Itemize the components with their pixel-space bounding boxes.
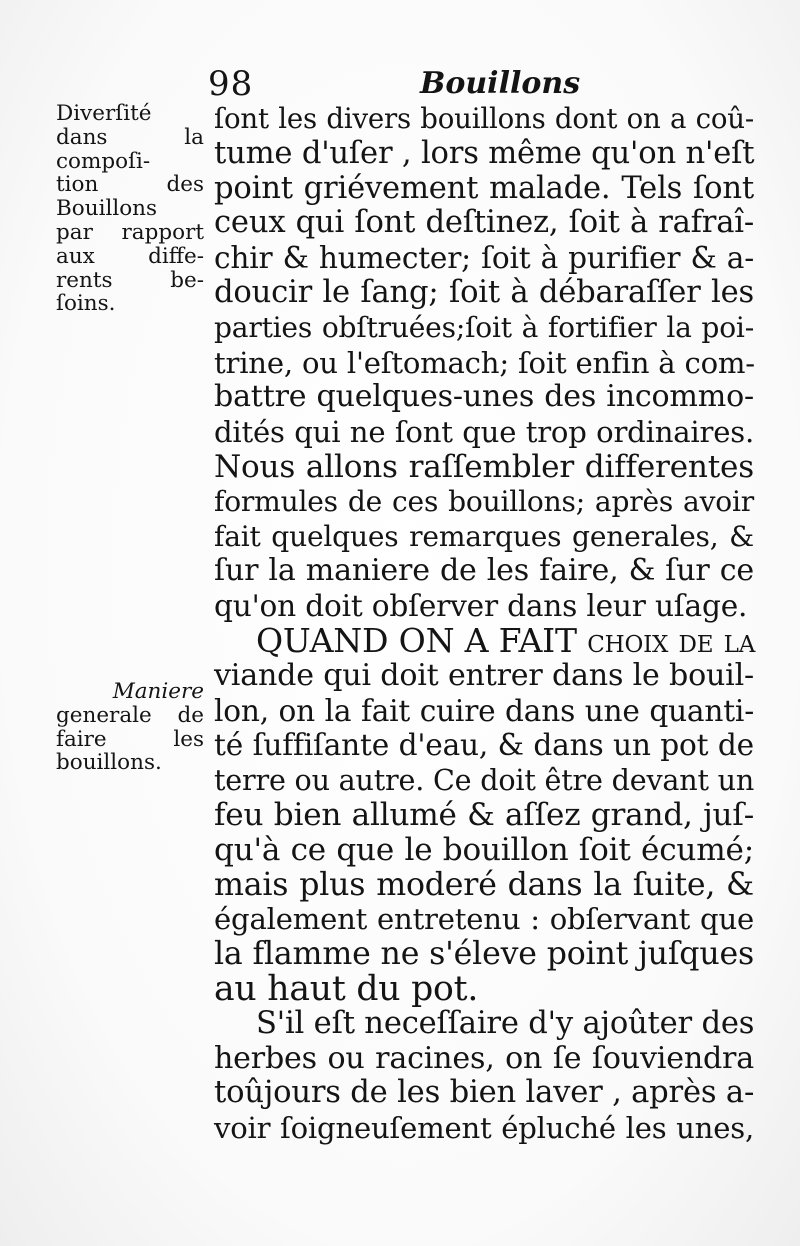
body-line: QUAND ON A FAIT choix de la [256,620,756,660]
body-line: toûjours de les bien laver , après a- [214,1075,755,1111]
body-line: trine, ou l'eſtomach; ſoit enfin à com- [214,345,755,380]
margin-note-line: Maniere [112,679,204,704]
margin-note-line: dans la [56,124,204,150]
body-line: viande qui doit entrer dans le bouil- [214,657,754,693]
margin-note-line: Diverſité [56,101,152,126]
body-line: voir ſoigneuſement épluché les unes, [214,1111,754,1146]
margin-note-line: compoſi- [56,148,151,174]
body-line: fait quelques remarques generales, & [214,519,754,553]
page-number: 98 [208,64,254,104]
body-line: point griévement malade. Tels ſont [214,170,754,206]
body-line: doucir le ſang; ſoit à débaraſſer les [214,274,754,310]
body-line: ſur la maniere de les faire, & ſur ce [214,553,754,589]
body-line: té ſuffiſante d'eau, & dans un pot de [214,728,754,763]
margin-note-line: par rapport [56,219,204,245]
margin-note-line: ſoins. [56,291,116,317]
body-line: chir & humecter; ſoit à purifier & a- [214,241,754,276]
margin-note-method [56,680,204,775]
body-line: lon, on la fait cuire dans une quanti- [214,693,754,728]
running-head: Bouillons [420,66,581,101]
margin-note-line: bouillons. [56,750,162,776]
body-line: la flamme ne s'éleve point juſques [214,936,754,973]
body-line: au haut du pot. [214,968,479,1009]
margin-note-line: generale de [56,702,204,728]
body-line: qu'à ce que le bouillon ſoit écumé; [214,831,754,868]
margin-note-line: tion des [56,172,204,198]
body-line: S'il eſt neceſſaire d'y ajoûter des [256,1005,755,1041]
margin-note-line: Bouillons [56,196,158,222]
margin-note-line: faire les [56,726,204,752]
body-line: terre ou autre. Ce doit être devant un [214,763,755,798]
body-line: parties obſtruées;ſoit à fortifier la poi- [214,310,754,344]
body-line: dités qui ne ſont que trop ordinaires. [214,415,754,450]
margin-note-line: rents be- [56,267,204,293]
body-line: herbes ou racines, on ſe ſouviendra [214,1040,754,1076]
body-line: tume d'uſer , lors même qu'on n'eſt [214,135,755,171]
body-line: feu bien allumé & aſſez grand, juſ- [214,796,754,833]
body-line: qu'on doit obſerver dans leur uſage. [214,589,748,624]
body-line: Nous allons raſſembler differentes [214,448,754,485]
body-line: mais plus moderé dans la ſuite, & [214,866,754,903]
body-line: formules de ces bouillons; après avoir [214,484,754,518]
body-line: ſont les divers bouillons dont on a coû- [214,102,754,135]
body-text [214,102,754,1146]
body-line: également entretenu : obſervant que [214,902,754,937]
page-header [200,60,770,102]
margin-note-diversity [56,102,204,316]
body-line: ceux qui ſont deſtinez, ſoit à rafraî- [214,205,754,241]
body-line: battre quelques-unes des incommo- [214,379,754,415]
margin-note-line: aux diffe- [56,243,204,269]
